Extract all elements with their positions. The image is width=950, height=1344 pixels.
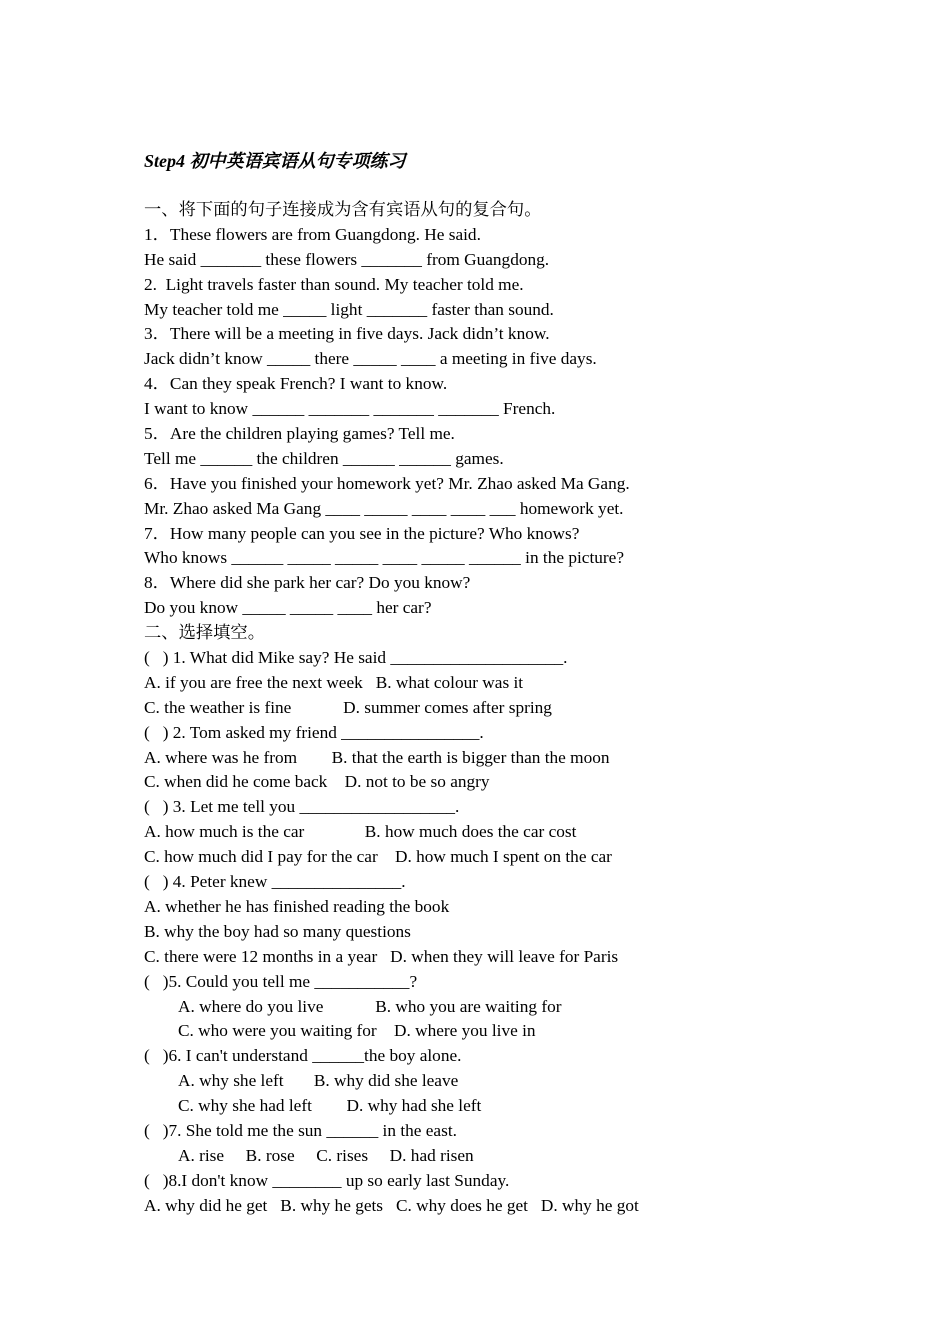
s1-q7-prompt: 7．How many people can you see in the picture? Who knows? (144, 523, 580, 543)
s2-q3-options-ab: A. how much is the car B. how much does the car cost (144, 822, 577, 842)
s1-q8-prompt: 8．Where did she park her car? Do you know? (144, 573, 471, 593)
s1-q4-prompt: 4．Can they speak French? I want to know. (144, 374, 448, 394)
worksheet-page (144, 148, 844, 1219)
s2-q7-stem: ( )7. She told me the sun ______ in the east. (144, 1120, 457, 1140)
s1-q3-blank-line: Jack didn’t know _____ there _____ ____ a meeting in five days. (144, 349, 597, 369)
s2-q2-options-ab: A. where was he from B. that the earth is bigger than the moon (144, 747, 610, 767)
s1-q5-blank-line: Tell me ______ the children ______ ______ games. (144, 448, 504, 468)
s1-q7-blank-line: Who knows ______ _____ _____ ____ _____ ______ in the picture? (144, 548, 624, 568)
s1-q5-prompt: 5．Are the children playing games? Tell me. (144, 424, 455, 444)
s2-q1-options-cd: C. the weather is fine D. summer comes after spring (144, 697, 552, 717)
s2-q8-options: A. why did he get B. why he gets C. why does he get D. why he got (144, 1195, 639, 1215)
s2-q4-stem: ( ) 4. Peter knew _______________. (144, 872, 406, 892)
worksheet-title: Step4 初中英语宾语从句专项练习 (144, 151, 406, 171)
s2-q3-stem: ( ) 3. Let me tell you __________________. (144, 797, 460, 817)
s2-q3-options-cd: C. how much did I pay for the car D. how much I spent on the car (144, 847, 612, 867)
s2-q4-options-cd: C. there were 12 months in a year D. when they will leave for Paris (144, 946, 619, 966)
section1-heading: 一、将下面的句子连接成为含有宾语从句的复合句。 (144, 200, 542, 219)
s2-q7-options: A. rise B. rose C. rises D. had risen (178, 1145, 474, 1165)
s1-q3-prompt: 3．There will be a meeting in five days. Jack didn’t know. (144, 324, 550, 344)
s2-q4-option-a: A. whether he has finished reading the book (144, 896, 450, 916)
s1-q1-prompt: 1．These flowers are from Guangdong. He said. (144, 224, 481, 244)
s1-q6-blank-line: Mr. Zhao asked Ma Gang ____ _____ ____ ____ ___ homework yet. (144, 498, 624, 518)
s2-q6-options-ab: A. why she left B. why did she leave (178, 1071, 459, 1091)
s1-q1-blank-line: He said _______ these flowers _______ from Guangdong. (144, 249, 550, 269)
s2-q4-option-b: B. why the boy had so many questions (144, 921, 411, 941)
s2-q2-options-cd: C. when did he come back D. not to be so angry (144, 772, 490, 792)
s2-q5-options-cd: C. who were you waiting for D. where you live in (178, 1021, 536, 1041)
s2-q6-stem: ( )6. I can't understand ______the boy alone. (144, 1046, 462, 1066)
s2-q6-options-cd: C. why she had left D. why had she left (178, 1096, 482, 1116)
s1-q8-blank-line: Do you know _____ _____ ____ her car? (144, 598, 432, 618)
s2-q5-stem: ( )5. Could you tell me ___________? (144, 971, 418, 991)
spacer (144, 174, 844, 198)
s1-q2-blank-line: My teacher told me _____ light _______ faster than sound. (144, 299, 554, 319)
s2-q8-stem: ( )8.I don't know ________ up so early last Sunday. (144, 1170, 510, 1190)
s1-q2-prompt: 2. Light travels faster than sound. My teacher told me. (144, 274, 524, 294)
s1-q4-blank-line: I want to know ______ _______ _______ _______ French. (144, 399, 556, 419)
s2-q5-options-ab: A. where do you live B. who you are waiting for (178, 996, 562, 1016)
s2-q2-stem: ( ) 2. Tom asked my friend ________________. (144, 722, 484, 742)
s2-q1-options-ab: A. if you are free the next week B. what colour was it (144, 672, 524, 692)
s2-q1-stem: ( ) 1. What did Mike say? He said ____________________. (144, 648, 568, 668)
s1-q6-prompt: 6．Have you finished your homework yet? Mr. Zhao asked Ma Gang. (144, 473, 630, 493)
section2-heading: 二、选择填空。 (144, 623, 265, 643)
